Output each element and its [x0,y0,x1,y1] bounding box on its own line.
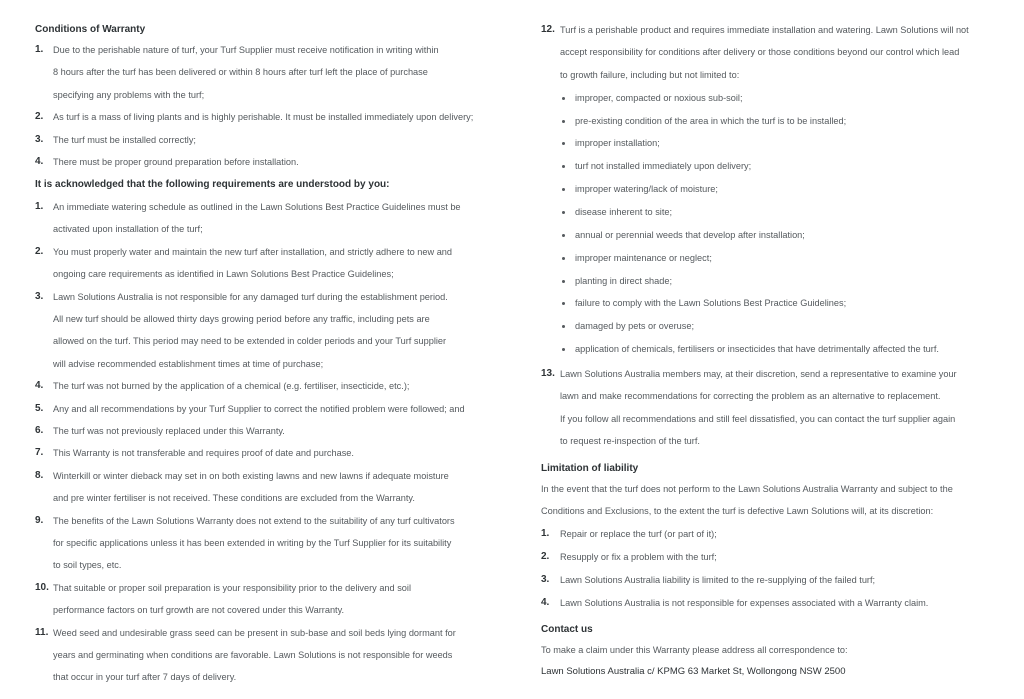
requirement-text: ongoing care requirements as identified in Lawn Solutions Best Practice Guidelines; [53,269,394,280]
item-12-text: accept responsibility for conditions after delivery or those conditions beyond our control which lead [560,47,960,58]
liability-number: 3. [541,573,550,585]
condition-text: As turf is a mass of living plants and is highly perishable. It must be installed immediately upon delivery; [53,112,474,123]
requirement-number: 1. [35,201,44,212]
liability-text: Lawn Solutions Australia is not responsible for expenses associated with a Warranty claim. [560,597,929,608]
liability-heading: Limitation of liability [541,463,639,474]
liability-number: 4. [541,596,550,608]
condition-text: The turf must be installed correctly; [53,134,196,145]
requirement-number: 2. [35,245,44,257]
requirement-number: 4. [35,380,44,392]
condition-number: 3. [35,133,44,145]
bullet-item: turf not installed immediately upon delivery; [575,161,752,172]
liability-text: Resupply or fix a problem with the turf; [560,551,717,562]
item-13-text: Lawn Solutions Australia members may, at their discretion, send a representative to examine your [560,369,957,379]
item-13-text: If you follow all recommendations and still feel dissatisfied, you can contact the turf supplier again [560,413,956,424]
requirement-text: That suitable or proper soil preparation is your responsibility prior to the delivery and soil [53,582,411,593]
item-12-number: 12. [541,24,555,35]
liability-text: Lawn Solutions Australia liability is limited to the re-supplying of the failed turf; [560,574,876,585]
bullet-marker [562,280,565,283]
condition-number: 1. [35,44,44,55]
bullet-marker [562,211,565,214]
bullet-item: application of chemicals, fertilisers or insecticides that have detrimentally affected the turf. [575,344,939,355]
bullet-item: improper, compacted or noxious sub-soil; [575,92,743,103]
requirement-text: for specific applications unless it has been extended in writing by the Turf Supplier for its suitability [53,538,452,548]
condition-text: Due to the perishable nature of turf, your Turf Supplier must receive notification in writing within [53,45,439,55]
contact-intro: To make a claim under this Warranty please address all correspondence to: [541,645,848,655]
bullet-item: improper installation; [575,138,660,149]
item-13-text: to request re-inspection of the turf. [560,436,700,447]
requirement-text: Weed seed and undesirable grass seed can be present in sub-base and soil beds lying dormant for [53,627,456,638]
contact-heading: Contact us [541,624,593,635]
requirement-number: 5. [35,402,44,414]
liability-intro: In the event that the turf does not perform to the Lawn Solutions Australia Warranty and subject to the [541,484,953,494]
bullet-item: failure to comply with the Lawn Solutions Best Practice Guidelines; [575,298,847,309]
requirement-text: performance factors on turf growth are not covered under this Warranty. [53,605,345,616]
bullet-item: improper watering/lack of moisture; [575,184,718,195]
requirement-text: The turf was not previously replaced under this Warranty. [53,426,285,436]
bullet-item: improper maintenance or neglect; [575,252,712,263]
requirement-number: 9. [35,514,44,526]
liability-intro: Conditions and Exclusions, to the extent the turf is defective Lawn Solutions will, at its discretion: [541,506,934,517]
requirement-text: An immediate watering schedule as outlined in the Lawn Solutions Best Practice Guidelines must be [53,202,461,212]
requirement-number: 10. [35,581,49,593]
requirement-text: and pre winter fertiliser is not received. These conditions are excluded from the Warranty. [53,493,415,504]
item-12-text: to growth failure, including but not limited to: [560,69,740,80]
bullet-marker [562,234,565,237]
bullet-marker [562,120,565,123]
bullet-marker [562,257,565,260]
requirement-text: years and germinating when conditions are favorable. Lawn Solutions is not responsible for weeds [53,650,453,660]
conditions-heading: Conditions of Warranty [35,24,146,35]
bullet-marker [562,165,565,168]
item-13-text: lawn and make recommendations for correcting the problem as an alternative to replacement. [560,391,941,402]
acknowledgement-heading: It is acknowledged that the following requirements are understood by you: [35,179,390,190]
item-12-text: Turf is a perishable product and requires immediate installation and watering. Lawn Solutions will not [560,25,969,35]
condition-text: There must be proper ground preparation before installation. [53,157,299,167]
bullet-marker [562,302,565,305]
liability-text: Repair or replace the turf (or part of it); [560,529,717,539]
requirement-number: 11. [35,626,49,638]
requirement-number: 8. [35,469,44,481]
requirement-text: Lawn Solutions Australia is not responsible for any damaged turf during the establishment period. [53,291,448,302]
requirement-number: 6. [35,425,44,436]
bullet-item: annual or perennial weeds that develop after installation; [575,229,805,240]
liability-number: 1. [541,528,550,539]
requirement-text: will advise recommended establishment times at time of purchase; [53,358,324,369]
requirement-text: activated upon installation of the turf; [53,224,203,235]
bullet-marker [562,325,565,328]
bullet-marker [562,188,565,191]
requirement-text: The benefits of the Lawn Solutions Warranty does not extend to the suitability of any turf cultivators [53,515,455,526]
liability-number: 2. [541,550,550,562]
requirement-text: All new turf should be allowed thirty days growing period before any traffic, including pets are [53,314,430,324]
condition-number: 4. [35,156,44,167]
item-13-number: 13. [541,368,555,379]
requirement-number: 7. [35,447,44,459]
bullet-item: damaged by pets or overuse; [575,321,694,332]
bullet-item: pre-existing condition of the area in which the turf is to be installed; [575,115,847,126]
condition-text: 8 hours after the turf has been delivered or within 8 hours after turf left the place of purchase [53,67,428,78]
requirement-text: allowed on the turf. This period may need to be extended in colder periods and your Turf supplier [53,336,447,347]
requirement-text: to soil types, etc. [53,560,122,571]
requirement-text: You must properly water and maintain the new turf after installation, and strictly adhere to new and [53,246,453,257]
contact-address: Lawn Solutions Australia c/ KPMG 63 Market St, Wollongong NSW 2500 [541,666,846,677]
condition-number: 2. [35,111,44,123]
requirement-number: 3. [35,290,44,302]
bullet-marker [562,348,565,351]
requirement-text: that occur in your turf after 7 days of delivery. [53,672,237,683]
requirement-text: Any and all recommendations by your Turf Supplier to correct the notified problem were followed; and [53,403,465,414]
bullet-marker [562,97,565,100]
requirement-text: This Warranty is not transferable and requires proof of date and purchase. [53,448,354,459]
requirement-text: Winterkill or winter dieback may set in on both existing lawns and new lawns if adequate moisture [53,470,449,481]
requirement-text: The turf was not burned by the application of a chemical (e.g. fertiliser, insecticide, etc.); [53,381,410,392]
bullet-item: planting in direct shade; [575,275,673,286]
condition-text: specifying any problems with the turf; [53,89,205,100]
bullet-item: disease inherent to site; [575,206,673,217]
bullet-marker [562,142,565,145]
